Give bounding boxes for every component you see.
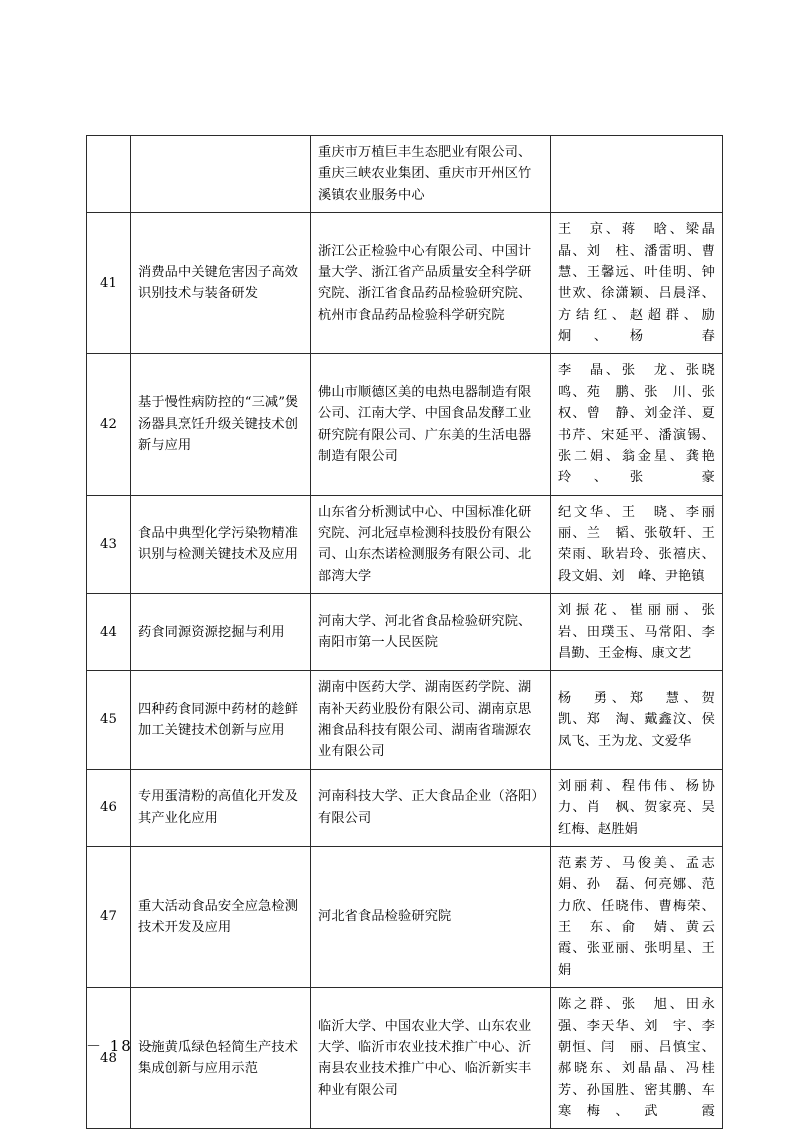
table-row: [87, 988, 723, 1129]
row-number: [87, 136, 131, 213]
institutions: 临沂大学、中国农业大学、山东农业大学、临沂市农业技术推广中心、沂南县农业技术推广中心、临沂新实丰种业有限公司: [311, 988, 551, 1129]
contributors: 陈之群、张 旭、田永强、李天华、刘 宇、李朝恒、闫 丽、吕慎宝、郝晓东、刘晶晶、冯桂芳、孙国胜、密其鹏、车寒梅、武 霞: [551, 988, 723, 1129]
table-row: [87, 136, 723, 213]
row-number: 46: [87, 769, 131, 846]
table-row: [87, 671, 723, 770]
table-row: [87, 594, 723, 671]
table-row: [87, 354, 723, 495]
row-number: 45: [87, 671, 131, 770]
awards-table: [86, 135, 729, 1129]
project-title: 设施黄瓜绿色轻简生产技术集成创新与应用示范: [131, 988, 311, 1129]
project-title: 四种药食同源中药材的趁鲜加工关键技术创新与应用: [131, 671, 311, 770]
row-number: 48: [87, 988, 131, 1129]
contributors: 纪文华、王 晓、李丽丽、兰 韬、张敬轩、王荣雨、耿岩玲、张禧庆、段文娟、刘 峰、尹艳镇: [551, 495, 723, 594]
contributors: 王 京、蒋 晗、梁晶晶、刘 柱、潘雷明、曹 慧、王馨远、叶佳明、钟世欢、徐潇颖、吕晨泽、方结红、赵超群、励 炯、杨 春: [551, 213, 723, 354]
institutions: 湖南中医药大学、湖南医药学院、湖南补天药业股份有限公司、湖南京思湘食品科技有限公司、湖南省瑞源农业有限公司: [311, 671, 551, 770]
project-title: [131, 136, 311, 213]
table-body: [87, 136, 729, 1129]
institutions: 河南大学、河北省食品检验研究院、南阳市第一人民医院: [311, 594, 551, 671]
table-row: [87, 213, 723, 354]
contributors: 刘丽莉、程伟伟、杨协力、肖 枫、贺家亮、吴红梅、赵胜娟: [551, 769, 723, 846]
row-number: 43: [87, 495, 131, 594]
table-row: [87, 769, 723, 846]
row-number: 41: [87, 213, 131, 354]
institutions: 河北省食品检验研究院: [311, 846, 551, 987]
contributors: 杨 勇、郑 慧、贺 凯、郑 淘、戴鑫汶、侯凤飞、王为龙、文爱华: [551, 671, 723, 770]
project-title: 食品中典型化学污染物精准识别与检测关键技术及应用: [131, 495, 311, 594]
institutions: 佛山市顺德区美的电热电器制造有限公司、江南大学、中国食品发酵工业研究院有限公司、广东美的生活电器制造有限公司: [311, 354, 551, 495]
institutions: 重庆市万植巨丰生态肥业有限公司、重庆三峡农业集团、重庆市开州区竹溪镇农业服务中心: [311, 136, 551, 213]
awards-table-container: [86, 135, 729, 1129]
page-number: － 18 －: [86, 1037, 157, 1055]
project-title: 消费品中关键危害因子高效识别技术与装备研发: [131, 213, 311, 354]
contributors: 刘振花、崔丽丽、张 岩、田璞玉、马常阳、李昌勤、王金梅、康文艺: [551, 594, 723, 671]
institutions: 浙江公正检验中心有限公司、中国计量大学、浙江省产品质量安全科学研究院、浙江省食品药品检验研究院、杭州市食品药品检验科学研究院: [311, 213, 551, 354]
institutions: 河南科技大学、正大食品企业（洛阳）有限公司: [311, 769, 551, 846]
project-title: 专用蛋清粉的高值化开发及其产业化应用: [131, 769, 311, 846]
contributors: 李 晶、张 龙、张晓鸣、苑 鹏、张 川、张 权、曾 静、刘金洋、夏书芹、宋延平、潘演锡、张二娟、翁金星、龚艳玲、张 豪: [551, 354, 723, 495]
table-row: [87, 846, 723, 987]
row-number: 47: [87, 846, 131, 987]
contributors: [551, 136, 723, 213]
row-number: 42: [87, 354, 131, 495]
project-title: 药食同源资源挖掘与利用: [131, 594, 311, 671]
project-title: 重大活动食品安全应急检测技术开发及应用: [131, 846, 311, 987]
contributors: 范素芳、马俊美、孟志娟、孙 磊、何亮娜、范力欣、任晓伟、曹梅荣、王 东、俞 婧、黄云霞、张亚丽、张明星、王 娟: [551, 846, 723, 987]
institutions: 山东省分析测试中心、中国标准化研究院、河北冠卓检测科技股份有限公司、山东杰诺检测服务有限公司、北部湾大学: [311, 495, 551, 594]
project-title: 基于慢性病防控的“三减”煲汤器具烹饪升级关键技术创新与应用: [131, 354, 311, 495]
row-number: 44: [87, 594, 131, 671]
table-row: [87, 495, 723, 594]
